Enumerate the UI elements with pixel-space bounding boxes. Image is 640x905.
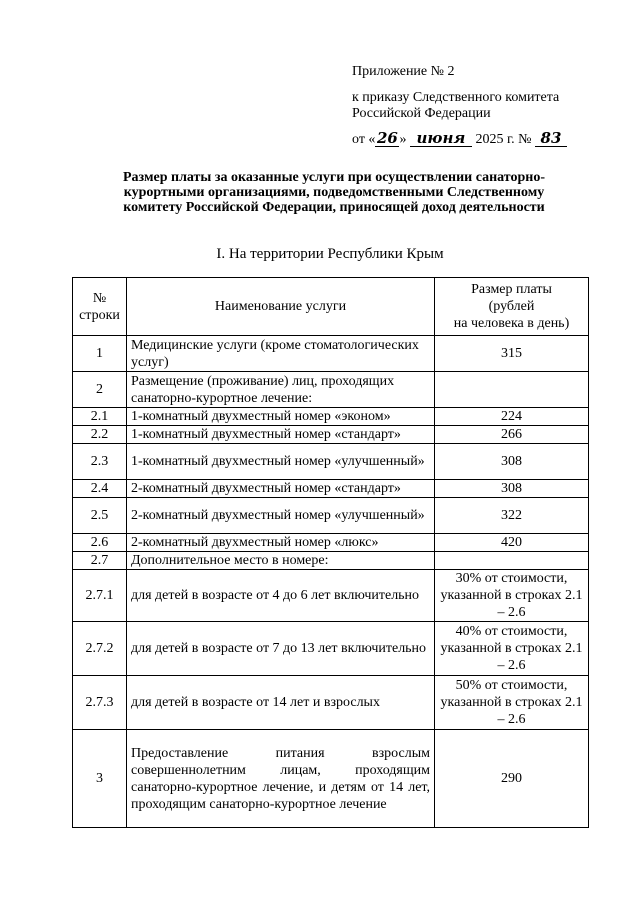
price-value: 308 [435, 444, 589, 480]
date-mid: » [399, 132, 407, 147]
table-row [73, 408, 589, 426]
table-row [73, 498, 589, 534]
service-name: Предоставление питания взрослым совершеннолетним лицам, проходящим санаторно-курортное лечение, и детям от 14 лет, проходящим санаторно-курортное лечение [127, 730, 435, 828]
order-line-2: Российской Федерации [352, 106, 491, 121]
price-value: 322 [435, 498, 589, 534]
price-value: 266 [435, 426, 589, 444]
order-number: 83 [535, 130, 567, 147]
price-value: 40% от стоимости, указанной в строках 2.1 – 2.6 [435, 622, 589, 676]
table-row [73, 480, 589, 498]
row-number: 2.7.1 [73, 570, 127, 622]
table-row [73, 570, 589, 622]
row-number: 2.5 [73, 498, 127, 534]
date-day: 26 [377, 129, 398, 147]
row-number: 2.7.2 [73, 622, 127, 676]
service-name: 2-комнатный двухместный номер «улучшенный» [127, 498, 435, 534]
table-header-row [73, 278, 589, 336]
row-number: 1 [73, 336, 127, 372]
row-number: 2.7.3 [73, 676, 127, 730]
service-name: Размещение (проживание) лиц, проходящих санаторно-курортное лечение: [127, 372, 435, 408]
table-row [73, 552, 589, 570]
date-month: июня [410, 130, 472, 147]
table-row [73, 336, 589, 372]
table-row [73, 534, 589, 552]
service-name: для детей в возрасте от 4 до 6 лет включительно [127, 570, 435, 622]
column-header-service: Наименование услуги [127, 278, 435, 336]
price-value: 224 [435, 408, 589, 426]
section-title: I. На территории Республики Крым [216, 246, 444, 262]
price-value: 50% от стоимости, указанной в строках 2.1 – 2.6 [435, 676, 589, 730]
price-value: 308 [435, 480, 589, 498]
row-number: 2.6 [73, 534, 127, 552]
price-value: 290 [435, 730, 589, 828]
row-number: 2.4 [73, 480, 127, 498]
service-name: 1-комнатный двухместный номер «стандарт» [127, 426, 435, 444]
service-name: Дополнительное место в номере: [127, 552, 435, 570]
row-number: 2.2 [73, 426, 127, 444]
row-number: 2 [73, 372, 127, 408]
column-header-price: Размер платы (рублей на человека в день) [435, 278, 589, 336]
service-name: 2-комнатный двухместный номер «люкс» [127, 534, 435, 552]
table-row [73, 372, 589, 408]
price-value [435, 372, 589, 408]
row-number: 2.7 [73, 552, 127, 570]
table-row [73, 622, 589, 676]
table-row [73, 730, 589, 828]
service-name: Медицинские услуги (кроме стоматологических услуг) [127, 336, 435, 372]
service-name: 2-комнатный двухместный номер «стандарт» [127, 480, 435, 498]
price-value: 315 [435, 336, 589, 372]
price-value: 30% от стоимости, указанной в строках 2.1 – 2.6 [435, 570, 589, 622]
price-value: 420 [435, 534, 589, 552]
service-name: для детей в возрасте от 14 лет и взрослых [127, 676, 435, 730]
appendix-label: Приложение № 2 [352, 64, 455, 79]
table-row [73, 444, 589, 480]
order-line-1: к приказу Следственного комитета [352, 90, 560, 105]
document-title: Размер платы за оказанные услуги при осуществлении санаторно-курортными организациями, подведомственными Следственному комитету Российской Федерации, приносящей доход деятельности [122, 170, 545, 215]
price-value [435, 552, 589, 570]
row-number: 3 [73, 730, 127, 828]
service-name: 1-комнатный двухместный номер «улучшенный» [127, 444, 435, 480]
row-number: 2.3 [73, 444, 127, 480]
order-reference [352, 90, 559, 122]
column-header-number: № строки [73, 278, 127, 336]
date-year: 2025 г. № [475, 132, 532, 147]
service-name: для детей в возрасте от 7 до 13 лет включительно [127, 622, 435, 676]
table-row [73, 426, 589, 444]
row-number: 2.1 [73, 408, 127, 426]
order-date [352, 130, 567, 148]
fee-table [72, 277, 589, 828]
table-row [73, 676, 589, 730]
date-prefix: от « [352, 132, 376, 147]
service-name: 1-комнатный двухместный номер «эконом» [127, 408, 435, 426]
